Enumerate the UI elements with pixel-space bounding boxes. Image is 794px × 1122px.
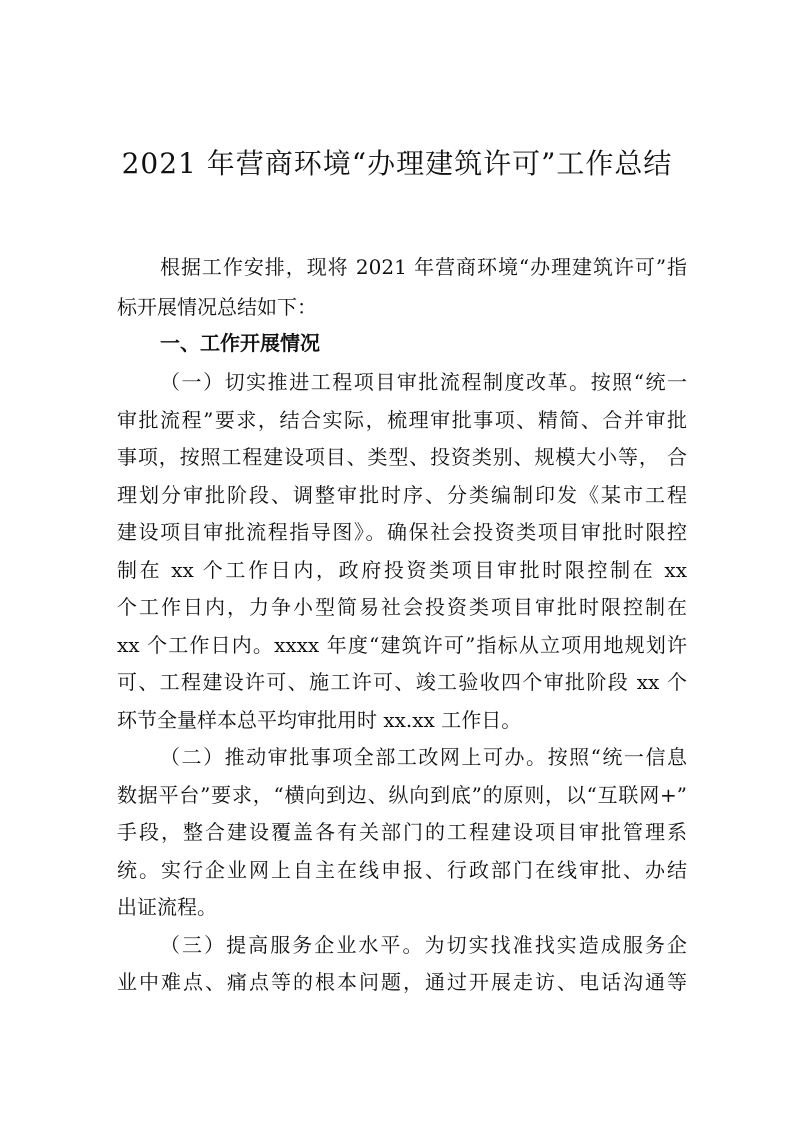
paragraph-line: 审批流程”要求，结合实际，梳理审批事项、精简、合并审批 <box>117 408 687 432</box>
paragraph-line: 事项，按照工程建设项目、类型、投资类别、规模大小等， 合 <box>117 445 687 469</box>
paragraph-line: 根据工作安排，现将 2021 年营商环境“办理建筑许可”指 <box>160 255 687 279</box>
paragraph-line: xx 个工作日内。xxxx 年度“建筑许可”指标从立项用地规划许 <box>117 633 687 657</box>
paragraph-line: 统。实行企业网上自主在线申报、行政部门在线审批、办结 <box>117 858 687 882</box>
paragraph-line: （一）切实推进工程项目审批流程制度改革。按照“统一 <box>160 370 687 394</box>
paragraph-line: 出证流程。 <box>117 895 217 919</box>
section-heading: 一、工作开展情况 <box>160 331 320 355</box>
paragraph-line: 可、工程建设许可、施工许可、竣工验收四个审批阶段 xx 个 <box>117 670 687 694</box>
paragraph-line: 理划分审批阶段、调整审批时序、分类编制印发《某市工程 <box>117 483 687 507</box>
document-title: 2021 年营商环境“办理建筑许可”工作总结 <box>121 147 673 180</box>
paragraph-line: （三）提高服务企业水平。为切实找准找实造成服务企 <box>160 933 687 957</box>
paragraph-line: （二）推动审批事项全部工改网上可办。按照“统一信息 <box>160 745 687 769</box>
paragraph-line: 环节全量样本总平均审批用时 xx.xx 工作日。 <box>117 708 522 732</box>
paragraph-line: 个工作日内，力争小型简易社会投资类项目审批时限控制在 <box>117 595 687 619</box>
paragraph-line: 数据平台”要求，“横向到边、纵向到底”的原则，以“互联网+” <box>117 783 687 807</box>
paragraph-line: 标开展情况总结如下： <box>117 295 317 319</box>
paragraph-line: 手段，整合建设覆盖各有关部门的工程建设项目审批管理系 <box>117 820 687 844</box>
paragraph-line: 建设项目审批流程指导图》。确保社会投资类项目审批时限控 <box>117 520 687 544</box>
paragraph-line: 业中难点、痛点等的根本问题，通过开展走访、电话沟通等 <box>117 970 687 994</box>
paragraph-line: 制在 xx 个工作日内，政府投资类项目审批时限控制在 xx <box>117 558 687 582</box>
